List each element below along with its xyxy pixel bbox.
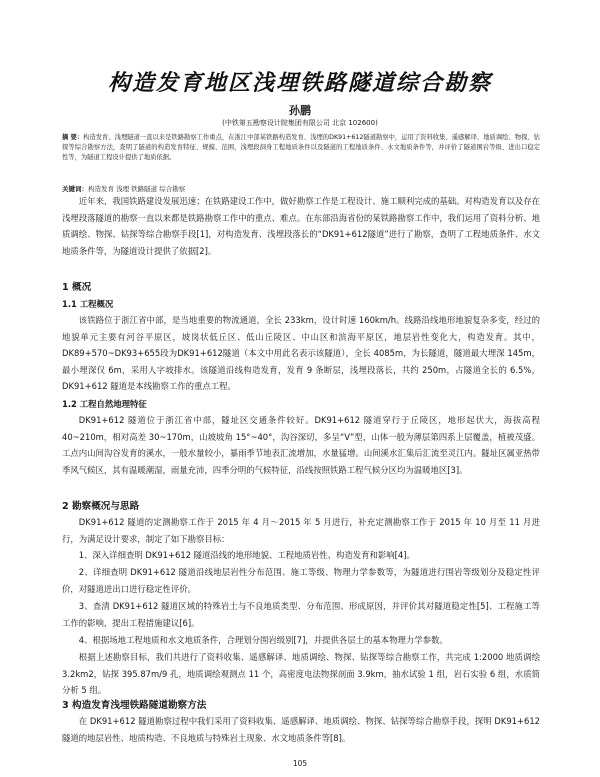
objective-item-1: 1、深入详细查明 DK91+612 隧道沿线的地形地貌、工程地质岩性、构造发育和影响[4]。 xyxy=(78,550,415,560)
page-number: 105 xyxy=(292,759,308,768)
section-1-2-text: DK91+612 隧道位于浙江省中部，隧址区交通条件较好。DK91+612 隧道穿行于丘陵区，地形起伏大，海拔高程 40~210m，相对高差 30~170m，山坡坡角 15°~40°，沟谷深切，多呈“V”型，山体一般为薄层第四系上层覆盖，植被茂盛。工点内山间沟谷发育的溪水，一般水量较小，暴雨季节地表汇流增加，水量猛增。山间溪水汇集后汇流至灵江内。隧址区属亚热带季风气候区，其有温暖潮湿，雨量充沛，四季分明的气候特征，沿线按照铁路工程气候分区均为温暖地区[3]。 xyxy=(62,415,540,475)
keywords-text: 构造发育 浅埋 铁路隧道 综合勘察 xyxy=(88,185,186,193)
section-3-text: 在 DK91+612 隧道勘察过程中我们采用了资料收集、遥感解译、地质调绘、物探、钻探等综合勘察手段，探明 DK91+612 隧道的地层岩性、地质构造、不良地质与特殊岩土现象、水文地质条件等[8]。 xyxy=(62,716,540,743)
section-1-heading: 1 概况 xyxy=(62,282,92,293)
abstract xyxy=(62,133,540,164)
section-1-2-heading: 1.2 工程自然地理特征 xyxy=(62,399,147,409)
section-3-heading: 3 构造发育浅埋铁路隧道勘察方法 xyxy=(62,700,207,711)
objective-item-3: 3、查清 DK91+612 隧道区域的特殊岩土与不良地质类型、分布范围、形成原因，并评价其对隧道稳定性[5]、工程施工等工作的影响，提出工程措施建议[6]。 xyxy=(62,601,540,628)
keywords xyxy=(62,184,540,193)
intro-paragraph: 近年来，我国铁路建设发展迅速；在铁路建设工作中，做好勘察工作是工程设计、施工顺利完成的基础。对构造发育以及存在浅埋段落隧道的勘察一直以来都是铁路勘察工作中的重点、难点。在东部沿海省份的某铁路勘察工作中，我们运用了资料分析、地质调绘、物探、钻探等综合勘察手段[1]，对构造发育、浅埋段落长的“DK91+612隧道”进行了勘察，查明了工程地质条件、水文地质条件等，为隧道设计提供了依据[2]。 xyxy=(62,196,540,256)
section-1-1-text: 该铁路位于浙江省中部，是当地重要的物流通道，全长 233km，设计时速 160km/h。线路沿线地形地貌复杂多变，经过的地貌单元主要有河谷平原区，坡岗状低丘区、低山丘陵区、中山区和滨海平原区，地层岩性变化大，构造发育。其中，DK89+570~DK93+655段为DK91+612隧道（本文中用此名表示该隧道），全长 4085m，为长隧道，隧道最大埋深 145m，最小埋深仅 6m，采用人字坡排水。该隧道沿线构造发育，发育 9 条断层，浅埋段落长，共约 250m，占隧道全长的 6.5%，DK91+612 隧道是本线勘察工作的重点工程。 xyxy=(62,315,540,392)
paper-title: 构造发育地区浅埋铁路隧道综合勘察 xyxy=(107,70,492,96)
abstract-text: 构造发育、浅埋隧道一直以来是铁路勘察工作重点，在浙江中部某铁路构造发育、浅埋的DK91+612隧道勘察中，运用了资料收集、遥感解译、地质调绘、物探、钻探等综合勘察方法，查明了隧道的构造发育特征、规模、范围，浅埋段洞身工程地质条件以及隧道的工程地质条件、水文地质条件等，并评价了隧道围岩等级、进出口稳定性等，为隧道工程设计提供了地质依据。 xyxy=(62,134,540,162)
abstract-label: 摘 要： xyxy=(62,134,84,141)
section-2-heading: 2 勘察概况与思路 xyxy=(62,501,140,512)
author-name: 孙鹏 xyxy=(289,104,311,117)
objective-item-4: 4、根据场地工程地质和水文地质条件，合理划分围岩级别[7]，并提供各层土的基本物理力学参数。 xyxy=(78,635,448,645)
section-2-intro: DK91+612 隧道的定测勘察工作于 2015 年 4 月～2015 年 5 月进行，补充定测勘察工作于 2015 年 10 月至 11 月进行，为满足设计要求，制定了如下勘察目标： xyxy=(62,517,540,544)
objective-item-2: 2、详细查明 DK91+612 隧道沿线地层岩性分布范围、施工等级、物理力学参数等，为隧道进行围岩等级划分及稳定性评价，对隧道进出口进行稳定性评价。 xyxy=(62,567,540,594)
section-2-methods-summary: 根据上述勘察目标，我们共进行了资料收集、遥感解译、地质调绘、物探、钻探等综合勘察工作，共完成 1:2000 地质调绘 3.2km2，钻探 395.87m/9 孔，地质调绘观测点 11 个，高密度电法物探剖面 3.9km，抽水试验 1 组，岩石实验 6 组，水质简分析 5 组。 xyxy=(62,652,540,696)
author-affiliation: (中铁第五勘察设计院集团有限公司 北京 102600) xyxy=(222,119,378,127)
section-1-1-heading: 1.1 工程概况 xyxy=(62,299,114,309)
keywords-label: 关键词： xyxy=(62,185,88,193)
